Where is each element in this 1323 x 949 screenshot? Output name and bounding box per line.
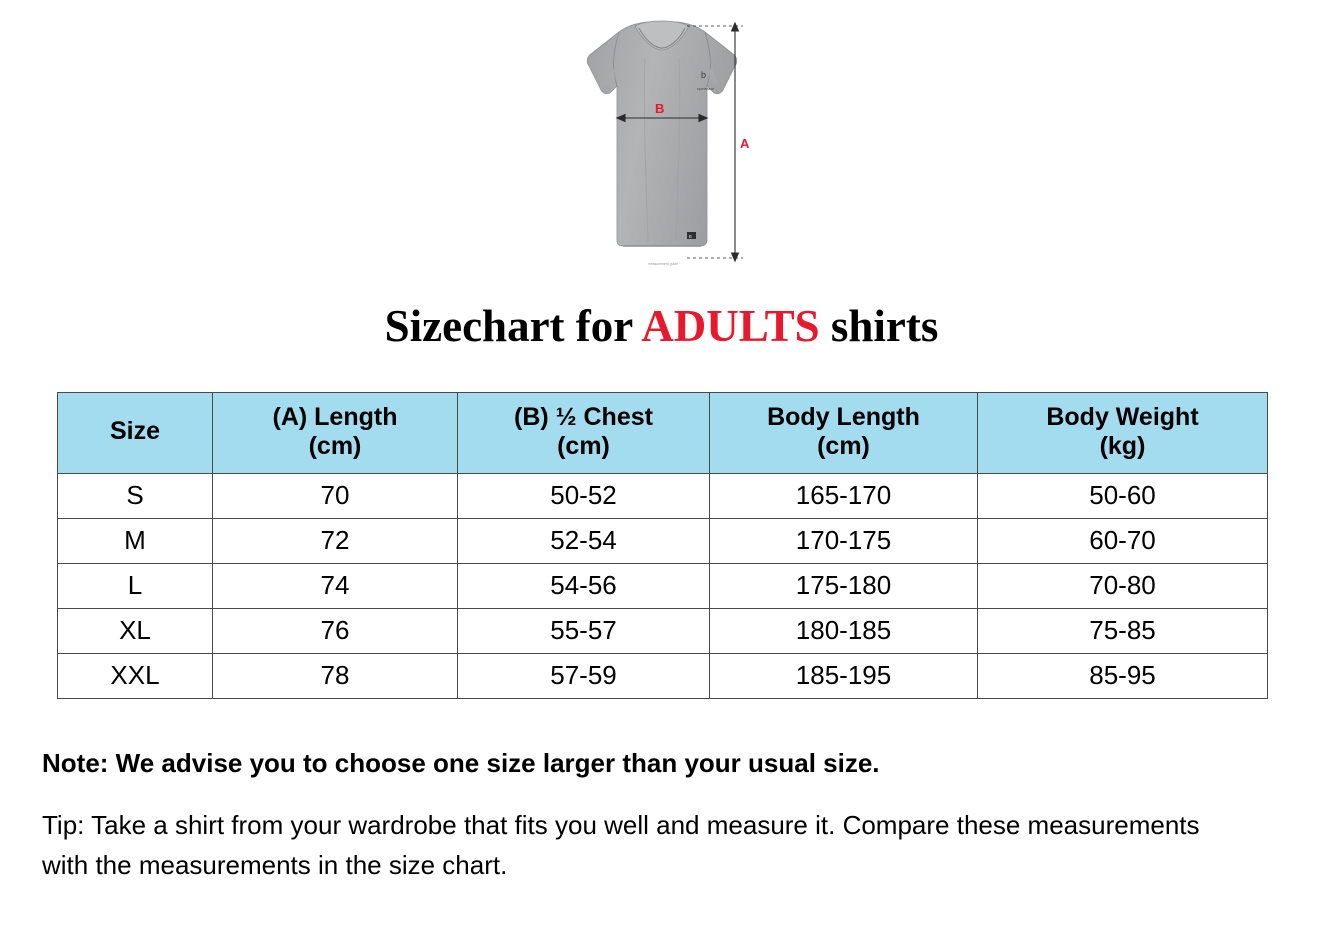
chest-label-b: B <box>654 101 664 116</box>
cell-length: 72 <box>213 518 458 563</box>
column-header-body-length-unit: (cm) <box>817 431 870 460</box>
cell-body-weight: 70-80 <box>978 563 1268 608</box>
cell-body-weight: 85-95 <box>978 653 1268 698</box>
table-row <box>58 653 1268 698</box>
cell-half-chest: 57-59 <box>458 653 710 698</box>
cell-half-chest: 50-52 <box>458 473 710 518</box>
shirt-diagram-container <box>0 18 1323 273</box>
cell-length: 76 <box>213 608 458 653</box>
column-header-body-weight-unit: (kg) <box>1099 431 1146 460</box>
column-header-length-unit: (cm) <box>308 431 362 460</box>
brand-wordmark: sportswear <box>696 87 714 91</box>
cell-length: 70 <box>213 473 458 518</box>
page-title <box>0 300 1323 352</box>
cell-size: S <box>58 473 213 518</box>
column-header-half-chest-main: (B) ½ Chest <box>514 403 653 431</box>
column-header-length <box>213 393 458 474</box>
column-header-size-main: Size <box>109 417 161 446</box>
table-row <box>58 473 1268 518</box>
column-header-half-chest <box>458 393 710 474</box>
column-header-length-main: (A) Length <box>272 403 398 431</box>
cell-body-weight: 75-85 <box>978 608 1268 653</box>
cell-body-length: 175-180 <box>710 563 978 608</box>
page-title-after: shirts <box>819 301 939 351</box>
cell-size: M <box>58 518 213 563</box>
cell-size: XL <box>58 608 213 653</box>
cell-half-chest: 52-54 <box>458 518 710 563</box>
page-title-before: Sizechart for <box>384 301 642 351</box>
cell-body-weight: 50-60 <box>978 473 1268 518</box>
table-row <box>58 563 1268 608</box>
cell-body-length: 180-185 <box>710 608 978 653</box>
cell-half-chest: 54-56 <box>458 563 710 608</box>
length-label-a: A <box>739 136 749 151</box>
table-row <box>58 518 1268 563</box>
page-title-accent: ADULTS <box>641 301 820 351</box>
cell-body-length: 170-175 <box>710 518 978 563</box>
column-header-body-length <box>710 393 978 474</box>
brand-mark-icon: b <box>700 70 706 80</box>
column-header-half-chest-unit: (cm) <box>557 431 610 460</box>
column-header-body-length-main: Body Length <box>767 403 920 431</box>
cell-length: 74 <box>213 563 458 608</box>
column-header-size <box>58 393 213 474</box>
t-shirt-measurement-diagram <box>547 18 777 268</box>
shirt-body-shape <box>587 21 736 246</box>
column-header-body-weight <box>978 393 1268 474</box>
column-header-body-weight-main: Body Weight <box>1046 403 1199 431</box>
cell-length: 78 <box>213 653 458 698</box>
cell-body-length: 165-170 <box>710 473 978 518</box>
diagram-footnote: measurement guide <box>647 262 678 266</box>
measurement-tip: Tip: Take a shirt from your wardrobe that fits you well and measure it. Compare these measurements with the measurements in the size chart. <box>42 810 1200 881</box>
cell-body-weight: 60-70 <box>978 518 1268 563</box>
table-header-row <box>58 393 1268 474</box>
size-chart-table <box>57 392 1268 699</box>
table-row <box>58 608 1268 653</box>
cell-size: XXL <box>58 653 213 698</box>
cell-size: L <box>58 563 213 608</box>
cell-half-chest: 55-57 <box>458 608 710 653</box>
hem-tag-letter: E <box>688 234 692 239</box>
cell-body-length: 185-195 <box>710 653 978 698</box>
advice-note: Note: We advise you to choose one size larger than your usual size. <box>42 748 880 778</box>
